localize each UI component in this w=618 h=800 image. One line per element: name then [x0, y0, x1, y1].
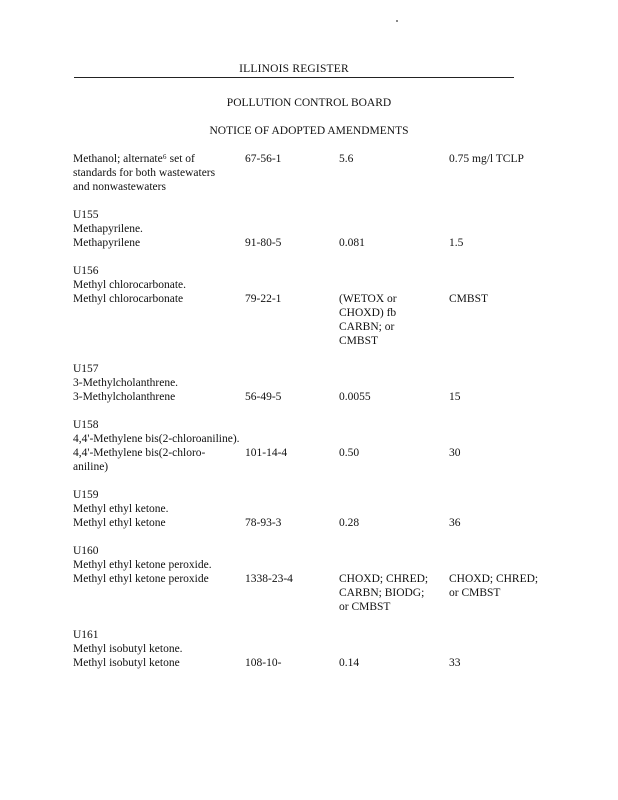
nonwastewater-standard: 33 — [449, 657, 461, 669]
nonwastewater-standard-cell — [449, 390, 553, 404]
waste-description: 4,4'-Methylene bis(2-chloroaniline). — [73, 433, 240, 445]
waste-description: Methyl chlorocarbonate. — [73, 279, 187, 291]
wastewater-standard-cell — [339, 390, 449, 404]
constituent-name-cell — [73, 236, 245, 250]
waste-description: 3-Methylcholanthrene. — [73, 377, 179, 389]
cas-number: 67-56-1 — [245, 153, 282, 165]
nonwastewater-standard-cell — [449, 236, 553, 250]
treatment-standards-list — [73, 152, 553, 684]
wastewater-standard: (WETOX or — [339, 293, 397, 305]
constituent-name-cell — [73, 516, 245, 530]
waste-entry — [73, 628, 553, 670]
stray-speck — [396, 20, 398, 22]
register-header — [74, 62, 514, 76]
wastewater-standard-cell — [339, 236, 449, 250]
nonwastewater-standard-cell — [449, 656, 553, 670]
nonwastewater-standard: or CMBST — [449, 587, 501, 599]
waste-code: U158 — [73, 419, 99, 431]
waste-description: Methyl isobutyl ketone. — [73, 643, 183, 655]
wastewater-standard: CHOXD) fb — [339, 307, 397, 319]
standard-row — [73, 236, 553, 250]
constituent-name: Methyl ethyl ketone — [73, 517, 166, 529]
constituent-name: standards for both wastewaters — [73, 167, 216, 179]
constituent-name-cell — [73, 292, 245, 306]
cas-number: 108-10- — [245, 657, 282, 669]
standard-row — [73, 446, 553, 474]
cas-number: 56-49-5 — [245, 391, 282, 403]
board-title: POLLUTION CONTROL BOARD — [226, 97, 392, 109]
header-rule — [74, 77, 514, 78]
cas-number-cell — [245, 446, 339, 460]
nonwastewater-standard: CMBST — [449, 293, 488, 305]
waste-entry — [73, 418, 553, 474]
waste-code: U161 — [73, 629, 99, 641]
wastewater-standard-cell — [339, 656, 449, 670]
waste-entry — [73, 544, 553, 614]
constituent-name: Methanol; alternate⁶ set of — [73, 153, 195, 165]
waste-code: U155 — [73, 209, 99, 221]
nonwastewater-standard: 30 — [449, 447, 461, 459]
wastewater-standard: or CMBST — [339, 601, 391, 613]
cas-number-cell — [245, 656, 339, 670]
standard-row — [73, 656, 553, 670]
constituent-name: Methapyrilene — [73, 237, 141, 249]
cas-number-cell — [245, 390, 339, 404]
wastewater-standard: 0.081 — [339, 237, 365, 249]
wastewater-standard: CHOXD; CHRED; — [339, 573, 429, 585]
waste-description: Methyl ethyl ketone peroxide. — [73, 559, 212, 571]
cas-number-cell — [245, 152, 339, 166]
waste-code: U156 — [73, 265, 99, 277]
wastewater-standard: CMBST — [339, 335, 378, 347]
wastewater-standard: 0.0055 — [339, 391, 371, 403]
cas-number-cell — [245, 572, 339, 586]
constituent-name: Methyl isobutyl ketone — [73, 657, 180, 669]
nonwastewater-standard: 15 — [449, 391, 461, 403]
waste-entry — [73, 152, 553, 194]
standard-row — [73, 152, 553, 194]
wastewater-standard-cell — [339, 572, 449, 614]
nonwastewater-standard-cell — [449, 292, 553, 306]
cas-number-cell — [245, 236, 339, 250]
constituent-name-cell — [73, 656, 245, 670]
cas-number-cell — [245, 516, 339, 530]
wastewater-standard: 0.50 — [339, 447, 360, 459]
waste-description: Methapyrilene. — [73, 223, 143, 235]
nonwastewater-standard-cell — [449, 152, 553, 166]
constituent-name-cell — [73, 572, 245, 586]
wastewater-standard-cell — [339, 152, 449, 166]
wastewater-standard: CARBN; BIODG; — [339, 587, 425, 599]
waste-code: U157 — [73, 363, 99, 375]
constituent-name-cell — [73, 446, 245, 474]
wastewater-standard: CARBN; or — [339, 321, 395, 333]
notice-title: NOTICE OF ADOPTED AMENDMENTS — [209, 125, 409, 137]
waste-entry — [73, 488, 553, 530]
register-title: ILLINOIS REGISTER — [239, 63, 349, 75]
nonwastewater-standard: CHOXD; CHRED; — [449, 573, 539, 585]
constituent-name: Methyl ethyl ketone peroxide — [73, 573, 209, 585]
constituent-name: and nonwastewaters — [73, 181, 166, 193]
waste-description: Methyl ethyl ketone. — [73, 503, 169, 515]
nonwastewater-standard-cell — [449, 516, 553, 530]
wastewater-standard-cell — [339, 516, 449, 530]
waste-entry — [73, 362, 553, 404]
nonwastewater-standard-cell — [449, 572, 553, 600]
waste-code: U159 — [73, 489, 99, 501]
constituent-name-cell — [73, 390, 245, 404]
cas-number-cell — [245, 292, 339, 306]
standard-row — [73, 292, 553, 348]
constituent-name: aniline) — [73, 461, 109, 473]
wastewater-standard-cell — [339, 292, 449, 348]
cas-number: 78-93-3 — [245, 517, 282, 529]
wastewater-standard: 0.14 — [339, 657, 360, 669]
constituent-name: 4,4'-Methylene bis(2-chloro- — [73, 447, 206, 459]
constituent-name: Methyl chlorocarbonate — [73, 293, 184, 305]
cas-number: 79-22-1 — [245, 293, 282, 305]
nonwastewater-standard: 0.75 mg/l TCLP — [449, 153, 524, 165]
nonwastewater-standard: 36 — [449, 517, 461, 529]
standard-row — [73, 516, 553, 530]
nonwastewater-standard: 1.5 — [449, 237, 464, 249]
cas-number: 1338-23-4 — [245, 573, 293, 585]
constituent-name: 3-Methylcholanthrene — [73, 391, 176, 403]
standard-row — [73, 390, 553, 404]
wastewater-standard: 5.6 — [339, 153, 354, 165]
cas-number: 91-80-5 — [245, 237, 282, 249]
waste-code: U160 — [73, 545, 99, 557]
nonwastewater-standard-cell — [449, 446, 553, 460]
waste-entry — [73, 264, 553, 348]
standard-row — [73, 572, 553, 614]
wastewater-standard: 0.28 — [339, 517, 360, 529]
constituent-name-cell — [73, 152, 245, 194]
wastewater-standard-cell — [339, 446, 449, 460]
cas-number: 101-14-4 — [245, 447, 288, 459]
waste-entry — [73, 208, 553, 250]
